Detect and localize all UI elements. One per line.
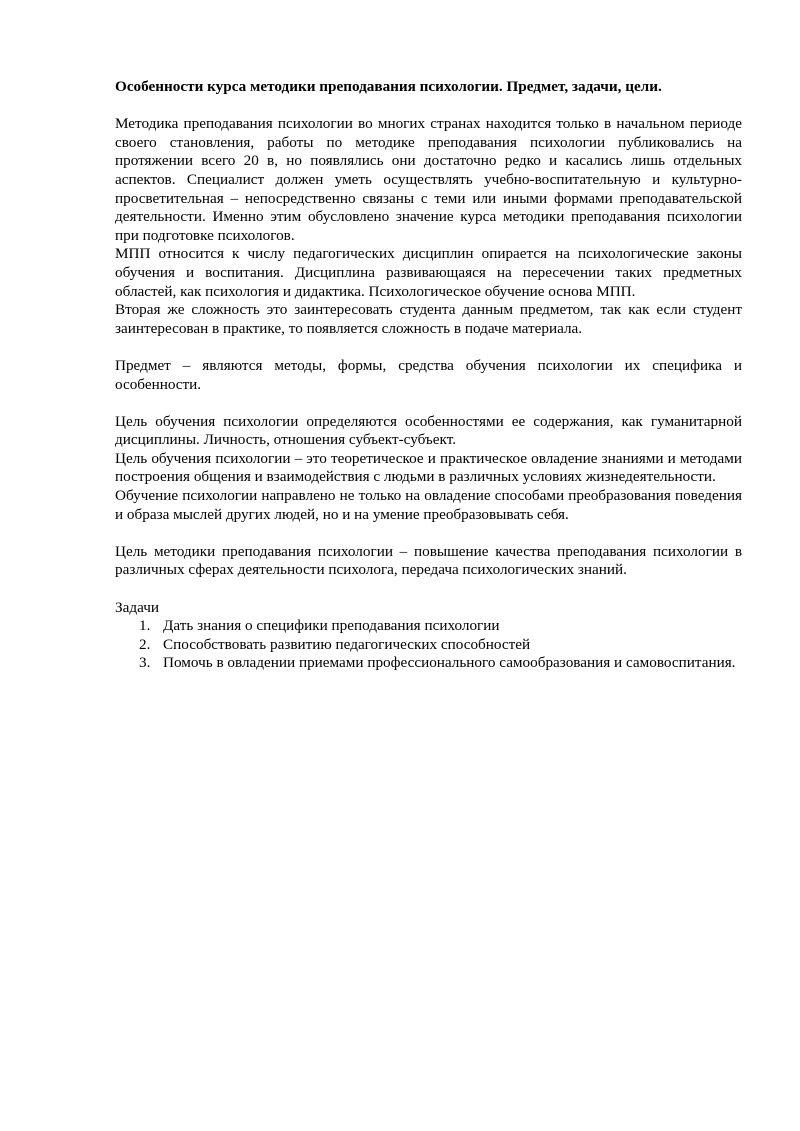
paragraph-mpp: МПП относится к числу педагогических дисциплин опирается на психологические законы обучения и воспитания. Дисциплина развивающаяся на пересечении таких предметных областей, как психология и дидактика. Психологическое обучение основа МПП. [115, 245, 742, 300]
list-item [115, 617, 742, 636]
list-item-text: Способствовать развитию педагогических способностей [163, 635, 531, 653]
document-title: Особенности курса методики преподавания психологии. Предмет, задачи, цели. [115, 78, 662, 95]
paragraph-spacer [115, 338, 742, 357]
paragraph-spacer [115, 524, 742, 543]
paragraph-goal-transformation: Обучение психологии направлено не только на овладение способами преобразования поведения и образа мыслей других людей, но и на умение преобразовывать себя. [115, 487, 742, 523]
list-item-number: 1. [139, 617, 151, 635]
list-item [115, 654, 742, 673]
list-item-text: Помочь в овладении приемами профессионального самообразования и самовоспитания. [163, 654, 736, 672]
paragraph-spacer [115, 580, 742, 599]
paragraph-intro: Методика преподавания психологии во многих странах находится только в начальном периоде своего становления, работы по методике преподавания психологии публиковались на протяжении всего 20 в, но появлялись они достаточно редко и касались лишь отдельных аспектов. Специалист должен уметь осуществлять учебно-воспитательную и культурно-просветительная – непосредственно связаны с теми или иными формами преподавательской деятельности. Именно этим обусловлено значение курса методики преподавания психологии при подготовке психологов. [115, 115, 742, 244]
paragraph-subject: Предмет – являются методы, формы, средства обучения психологии их специфика и особенности. [115, 356, 742, 393]
paragraph-goal-definition: Цель обучения психологии – это теоретическое и практическое овладение знаниями и методами построения общения и взаимодействия с людьми в различных условиях жизнедеятельности. [115, 449, 742, 486]
list-item-number: 3. [139, 654, 151, 672]
list-item-text: Дать знания о специфики преподавания психологии [163, 617, 500, 635]
paragraph-difficulty: Вторая же сложность это заинтересовать студента данным предметом, так как если студент заинтересован в практике, то появляется сложность в подаче материала. [115, 301, 742, 337]
paragraph-spacer [115, 394, 742, 413]
tasks-heading: Задачи [115, 598, 159, 616]
paragraph-goal-content: Цель обучения психологии определяются особенностями ее содержания, как гуманитарной дисциплины. Личность, отношения субъект-субъект. [115, 412, 742, 449]
tasks-list [115, 617, 742, 673]
list-item-number: 2. [139, 635, 151, 653]
paragraph-method-goal: Цель методики преподавания психологии – повышение качества преподавания психологии в различных сферах деятельности психолога, передача психологических знаний. [115, 542, 742, 579]
list-item [115, 636, 742, 655]
document-page [115, 78, 742, 673]
